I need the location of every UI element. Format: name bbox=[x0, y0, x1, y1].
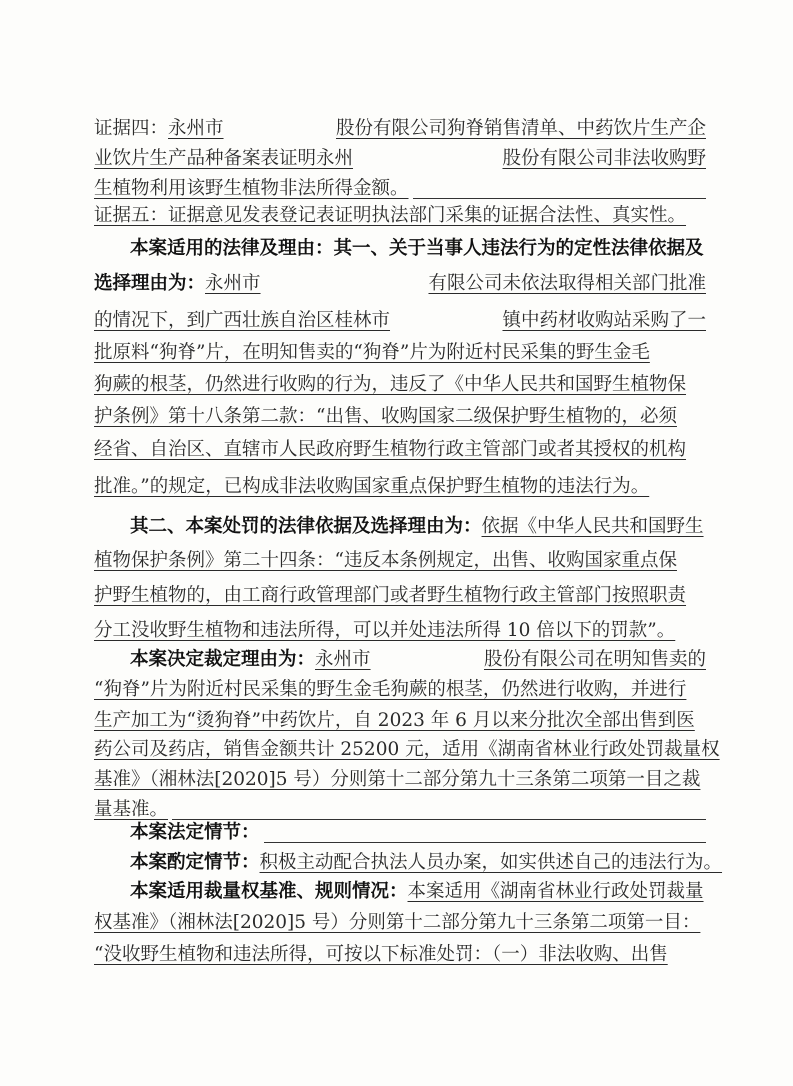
field-text: 股份有限公司非法收购野 bbox=[502, 148, 706, 169]
text-group-left bbox=[94, 911, 700, 935]
field-label: 选择理由为： bbox=[94, 273, 206, 294]
text-line bbox=[94, 473, 706, 499]
field-label: 本案适用裁量权基准、规则情况： bbox=[130, 881, 408, 902]
text-line bbox=[94, 145, 706, 171]
text-line bbox=[94, 617, 706, 643]
text-line bbox=[94, 175, 706, 201]
field-text: 有限公司未依法取得相关部门批准 bbox=[428, 273, 706, 294]
field-text: 证据四： bbox=[94, 118, 169, 139]
field-text: 业饮片生产品种备案表证明永州 bbox=[94, 148, 354, 169]
field-text: 生植物利用该野生植物非法所得金额。 bbox=[94, 178, 409, 199]
text-group-left bbox=[94, 943, 668, 967]
text-line bbox=[94, 403, 706, 429]
field-text: 批准。”的规定，已构成非法收购国家重点保护野生植物的违法行为。 bbox=[94, 476, 650, 497]
field-text: “狗脊”片为附近村民采集的野生金毛狗蕨的根茎，仍然进行收购，并进行 bbox=[94, 679, 687, 700]
text-group-left bbox=[94, 373, 686, 397]
text-line bbox=[94, 582, 706, 608]
text-group-left bbox=[94, 177, 409, 201]
field-text: 护野生植物的，由工商行政管理部门或者野生植物行政主管部门按照职责 bbox=[94, 585, 687, 606]
text-line bbox=[94, 849, 723, 875]
field-text: 量基准。 bbox=[94, 799, 169, 820]
text-line bbox=[94, 909, 706, 935]
field-text: 证据五：证据意见发表登记表证明执法部门采集的证据合法性、真实性。 bbox=[94, 205, 687, 226]
text-group-left bbox=[94, 619, 675, 643]
field-text: 生产加工为“烫狗脊”中药饮片，自 2023 年 6 月以来分批次全部出售到医 bbox=[94, 710, 695, 731]
text-line bbox=[94, 115, 706, 141]
field-text: 依据《中华人民共和国野生 bbox=[481, 516, 704, 537]
text-group-left bbox=[94, 851, 722, 875]
text-group-left bbox=[94, 117, 224, 141]
field-text: 批原料“狗脊”片，在明知售卖的“狗脊”片为附近村民采集的野生金毛 bbox=[94, 342, 650, 363]
text-line bbox=[94, 339, 706, 365]
text-line bbox=[94, 371, 706, 397]
field-text: 狗蕨的根茎，仍然进行收购的行为，违反了《中华人民共和国野生植物保 bbox=[94, 374, 687, 395]
text-group-left bbox=[94, 880, 704, 904]
field-text: 积极主动配合执法人员办案，如实供述自己的违法行为。 bbox=[259, 852, 723, 873]
text-group-left bbox=[94, 341, 650, 365]
text-group-left bbox=[94, 515, 704, 539]
text-group-left bbox=[94, 768, 700, 792]
text-group-right bbox=[502, 147, 706, 171]
text-group-left bbox=[94, 438, 686, 462]
text-group-left bbox=[94, 475, 649, 499]
text-group-left bbox=[94, 549, 677, 573]
field-text: 权基准》（湘林法[2020]5 号）分则第十二部分第九十三条第二项第一目： bbox=[94, 912, 701, 933]
text-line bbox=[94, 436, 706, 462]
blank-underline bbox=[413, 198, 706, 199]
blank-underline bbox=[264, 842, 706, 843]
text-line bbox=[94, 547, 706, 573]
text-group-left bbox=[94, 709, 695, 733]
text-line bbox=[94, 235, 706, 261]
text-group-right bbox=[484, 648, 706, 672]
field-label: 本案决定裁定理由为： bbox=[130, 649, 316, 670]
field-text: 永州市 bbox=[168, 118, 224, 139]
text-line bbox=[94, 676, 706, 702]
field-label: 本案适用的法律及理由：其一、关于当事人违法行为的定性法律依据及 bbox=[130, 238, 704, 259]
text-group-right bbox=[428, 272, 706, 296]
text-line bbox=[94, 270, 706, 296]
field-text: 股份有限公司在明知售卖的 bbox=[483, 649, 706, 670]
text-group-left bbox=[94, 204, 686, 228]
text-line bbox=[94, 646, 706, 672]
text-group-left bbox=[94, 821, 260, 845]
field-text: 植物保护条例》第二十四条：“违反本条例规定，出售、收购国家重点保 bbox=[94, 550, 677, 571]
text-group-right bbox=[502, 309, 706, 333]
field-text: 的情况下，到广西壮族自治区桂林市 bbox=[94, 310, 391, 331]
field-text: 基准》（湘林法[2020]5 号）分则第十二部分第九十三条第二项第一目之裁 bbox=[94, 769, 701, 790]
field-text: 本案适用《湖南省林业行政处罚裁量 bbox=[407, 881, 704, 902]
field-text: 分工没收野生植物和违法所得，可以并处违法所得 10 倍以下的罚款”。 bbox=[94, 620, 676, 641]
text-line bbox=[94, 766, 706, 792]
text-line bbox=[94, 736, 720, 762]
text-line bbox=[94, 819, 706, 845]
text-group-left bbox=[94, 272, 261, 296]
text-line bbox=[94, 202, 706, 228]
text-group-left bbox=[94, 405, 677, 429]
text-group-left bbox=[94, 678, 686, 702]
field-text: “没收野生植物和违法所得，可按以下标准处罚：（一）非法收购、出售 bbox=[94, 944, 668, 965]
field-text: 护条例》第十八条第二款：“出售、收购国家二级保护野生植物的，必须 bbox=[94, 406, 677, 427]
field-text: 经省、自治区、直辖市人民政府野生植物行政主管部门或者其授权的机构 bbox=[94, 439, 687, 460]
text-line bbox=[94, 513, 706, 539]
field-text: 永州市 bbox=[315, 649, 371, 670]
text-line bbox=[94, 307, 706, 333]
field-label: 本案酌定情节： bbox=[130, 852, 260, 873]
field-text: 药公司及药店，销售金额共计 25200 元，适用《湖南省林业行政处罚裁量权 bbox=[94, 739, 720, 760]
text-group-left bbox=[94, 648, 371, 672]
text-group-right bbox=[336, 117, 706, 141]
field-label: 本案法定情节： bbox=[130, 822, 260, 843]
text-line bbox=[94, 878, 706, 904]
text-group-left bbox=[94, 584, 686, 608]
text-group-left bbox=[94, 738, 720, 762]
field-text: 股份有限公司狗脊销售清单、中药饮片生产企 bbox=[335, 118, 706, 139]
text-group-left bbox=[94, 237, 704, 261]
text-group-left bbox=[94, 309, 390, 333]
field-text: 永州市 bbox=[205, 273, 261, 294]
field-text: 镇中药材收购站采购了一 bbox=[502, 310, 706, 331]
text-line bbox=[94, 707, 706, 733]
text-group-left bbox=[94, 147, 353, 171]
field-label: 其二、本案处罚的法律依据及选择理由为： bbox=[130, 516, 482, 537]
text-line bbox=[94, 941, 706, 967]
